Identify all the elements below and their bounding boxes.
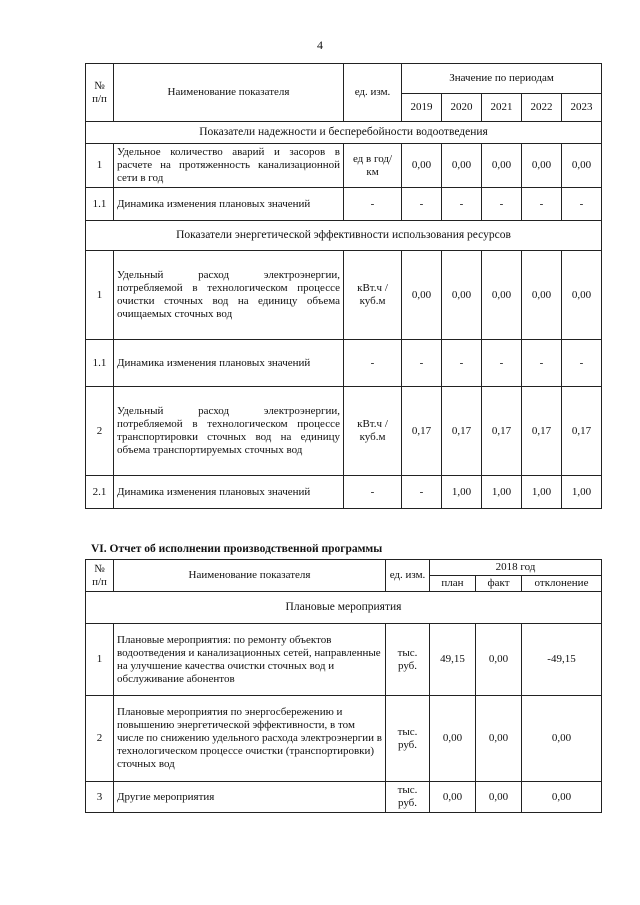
row-value: -: [562, 340, 602, 387]
row-deviation: -49,15: [522, 624, 602, 696]
row-unit: -: [344, 340, 402, 387]
row-value: -: [442, 340, 482, 387]
header-unit: ед. изм.: [344, 64, 402, 122]
row-unit: -: [344, 476, 402, 509]
row-plan: 49,15: [430, 624, 476, 696]
row-plan: 0,00: [430, 696, 476, 782]
table-row: [86, 624, 602, 696]
header-num: № п/п: [86, 560, 114, 592]
row-unit: -: [344, 188, 402, 221]
header-name: Наименование показателя: [114, 560, 386, 592]
table-row: [86, 476, 602, 509]
row-name: Плановые мероприятия по энергосбережению и повышению энергетической эффективности, в том числе по снижению удельного расхода электроэнергии в технологическом процессе очистки (транспортировки) сточных вод: [114, 696, 386, 782]
row-value: 0,17: [522, 387, 562, 476]
row-num: 1: [86, 624, 114, 696]
row-value: 0,00: [402, 144, 442, 188]
row-value: 1,00: [522, 476, 562, 509]
table-row: [86, 340, 602, 387]
table-row: [86, 144, 602, 188]
table-row: [86, 188, 602, 221]
header-plan: план: [430, 576, 476, 592]
row-plan: 0,00: [430, 782, 476, 813]
row-fact: 0,00: [476, 624, 522, 696]
row-name: Динамика изменения плановых значений: [114, 476, 344, 509]
row-unit: тыс. руб.: [386, 624, 430, 696]
row-value: 0,00: [482, 144, 522, 188]
row-value: -: [522, 340, 562, 387]
row-value: -: [402, 476, 442, 509]
header-deviation: отклонение: [522, 576, 602, 592]
row-value: -: [522, 188, 562, 221]
table-row: [86, 251, 602, 340]
row-value: -: [442, 188, 482, 221]
page-number: 4: [317, 38, 323, 52]
table-row: [86, 696, 602, 782]
header-year: 2022: [522, 94, 562, 122]
row-value: 0,00: [562, 144, 602, 188]
row-name: Плановые мероприятия: по ремонту объектов водоотведения и канализационных сетей, направленные на улучшение качества очистки сточных вод и обслуживание абонентов: [114, 624, 386, 696]
row-value: 1,00: [482, 476, 522, 509]
header-num: № п/п: [86, 64, 114, 122]
section-title: Показатели энергетической эффективности использования ресурсов: [86, 221, 602, 251]
row-num: 1: [86, 251, 114, 340]
row-name: Другие мероприятия: [114, 782, 386, 813]
row-name: Удельный расход электроэнергии, потребляемой в технологическом процессе транспортировки сточных вод на единицу объема транспортируемых сточных вод: [114, 387, 344, 476]
row-num: 1.1: [86, 188, 114, 221]
header-fact: факт: [476, 576, 522, 592]
indicators-table: [85, 63, 602, 509]
row-value: -: [562, 188, 602, 221]
row-name: Удельное количество аварий и засоров в расчете на протяженность канализационной сети в год: [114, 144, 344, 188]
row-num: 3: [86, 782, 114, 813]
row-unit: ед в год/ км: [344, 144, 402, 188]
row-num: 2.1: [86, 476, 114, 509]
table-row: [86, 782, 602, 813]
row-value: 0,17: [442, 387, 482, 476]
table-row: [86, 387, 602, 476]
row-value: -: [482, 188, 522, 221]
row-value: 0,00: [562, 251, 602, 340]
row-value: 0,00: [482, 251, 522, 340]
header-year: 2020: [442, 94, 482, 122]
row-fact: 0,00: [476, 782, 522, 813]
row-value: 1,00: [442, 476, 482, 509]
section-heading: VI. Отчет об исполнении производственной программы: [91, 543, 383, 555]
row-value: 0,17: [402, 387, 442, 476]
row-unit: кВт.ч / куб.м: [344, 387, 402, 476]
row-deviation: 0,00: [522, 782, 602, 813]
row-unit: тыс. руб.: [386, 782, 430, 813]
row-num: 2: [86, 696, 114, 782]
row-name: Динамика изменения плановых значений: [114, 340, 344, 387]
row-fact: 0,00: [476, 696, 522, 782]
row-name: Динамика изменения плановых значений: [114, 188, 344, 221]
row-num: 2: [86, 387, 114, 476]
header-year: 2019: [402, 94, 442, 122]
section-title: Плановые мероприятия: [86, 592, 602, 624]
row-name: Удельный расход электроэнергии, потребляемой в технологическом процессе очистки сточных вод на единицу объема очищаемых сточных вод: [114, 251, 344, 340]
row-unit: тыс. руб.: [386, 696, 430, 782]
header-periods: Значение по периодам: [402, 64, 602, 94]
header-unit: ед. изм.: [386, 560, 430, 592]
row-value: -: [402, 340, 442, 387]
row-value: 0,17: [562, 387, 602, 476]
row-value: 0,00: [442, 144, 482, 188]
program-report-table: [85, 559, 602, 813]
row-value: -: [482, 340, 522, 387]
header-name: Наименование показателя: [114, 64, 344, 122]
header-year: 2021: [482, 94, 522, 122]
header-year: 2018 год: [430, 560, 602, 576]
header-year: 2023: [562, 94, 602, 122]
row-value: -: [402, 188, 442, 221]
row-value: 0,00: [522, 144, 562, 188]
row-deviation: 0,00: [522, 696, 602, 782]
row-num: 1: [86, 144, 114, 188]
row-unit: кВт.ч / куб.м: [344, 251, 402, 340]
row-value: 0,17: [482, 387, 522, 476]
row-value: 0,00: [402, 251, 442, 340]
section-title: Показатели надежности и бесперебойности водоотведения: [86, 122, 602, 144]
row-value: 0,00: [442, 251, 482, 340]
row-value: 0,00: [522, 251, 562, 340]
row-num: 1.1: [86, 340, 114, 387]
row-value: 1,00: [562, 476, 602, 509]
